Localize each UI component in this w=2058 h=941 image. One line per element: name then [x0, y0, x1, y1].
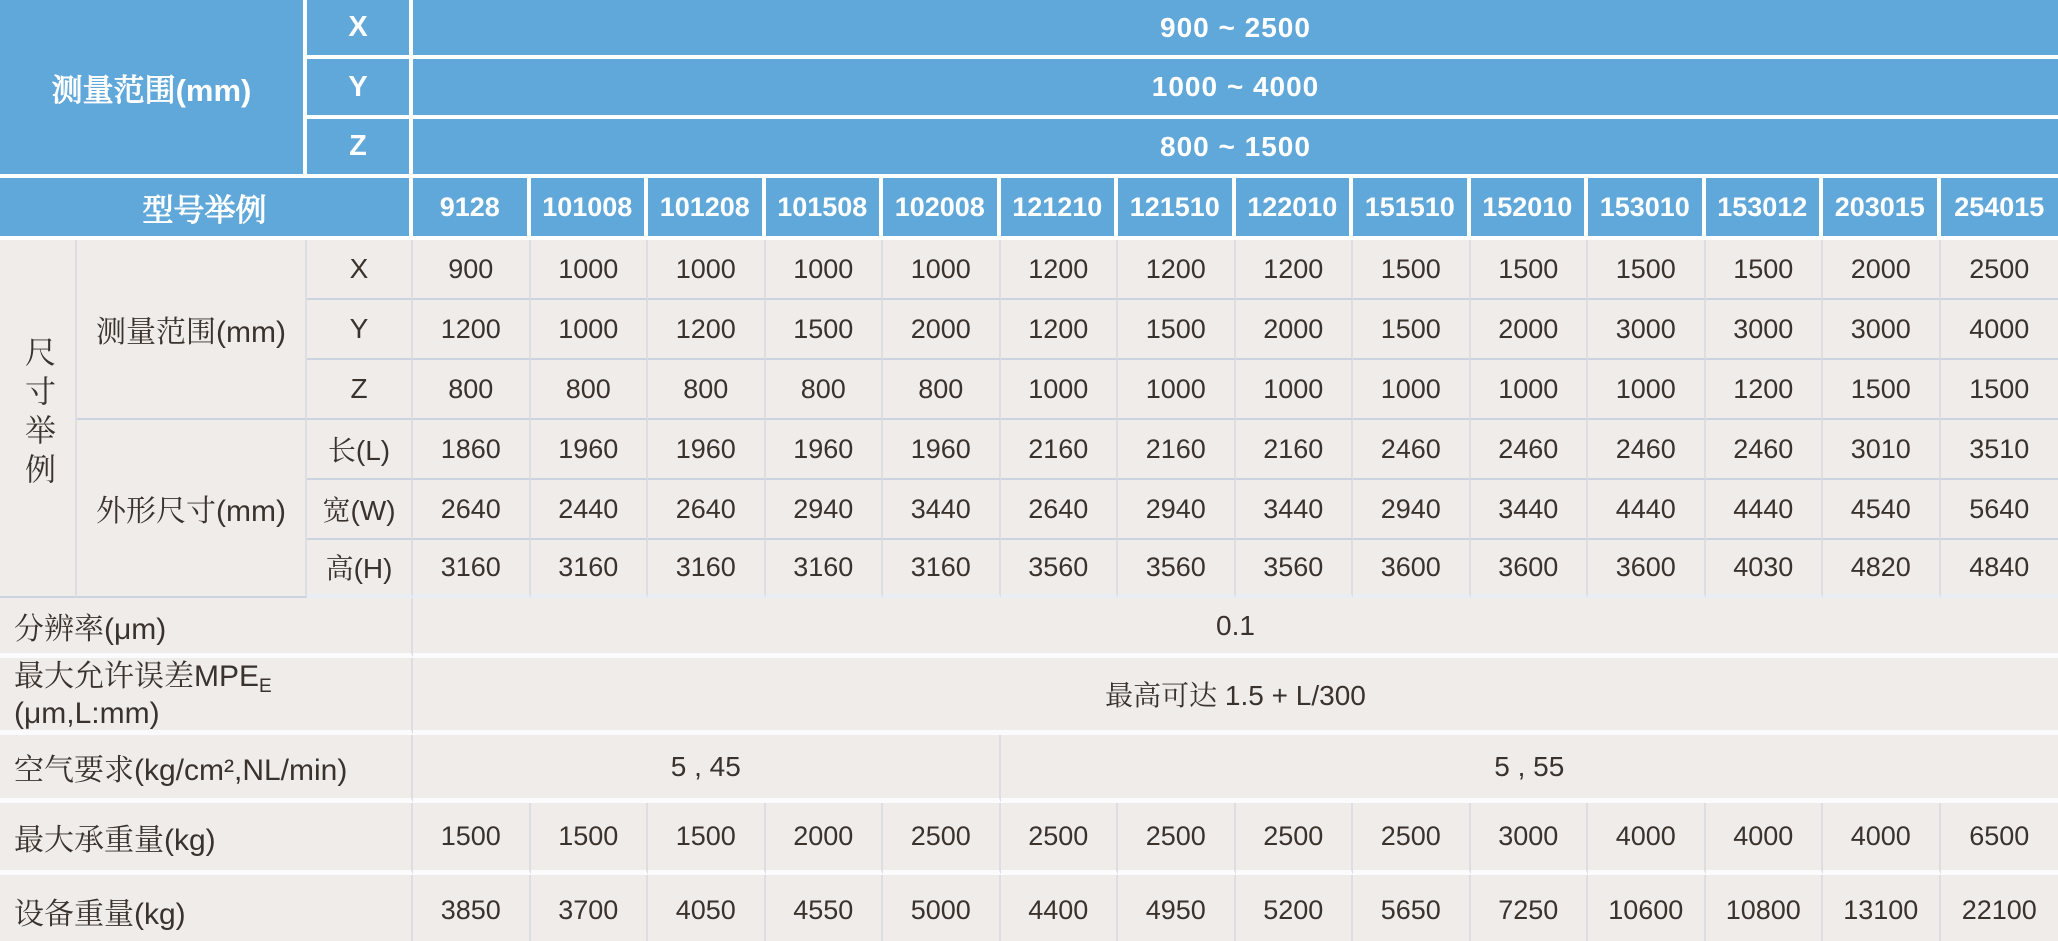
- mpe-subscript: E: [259, 676, 272, 697]
- dim-value: 3010: [1823, 420, 1941, 480]
- machine-weight-value: 3700: [531, 875, 649, 941]
- dim-value: 2940: [1353, 480, 1471, 540]
- machine-weight-value: 5000: [883, 875, 1001, 941]
- dim-value: 3160: [766, 540, 884, 598]
- dim-value: 900: [413, 240, 531, 300]
- dim-value: 3000: [1823, 300, 1941, 360]
- model-number: 102008: [883, 178, 1001, 240]
- max-load-value: 2500: [1118, 803, 1236, 875]
- dim-value: 1200: [1706, 360, 1824, 420]
- dim-value: 3440: [883, 480, 1001, 540]
- max-load-value: 1500: [531, 803, 649, 875]
- dim-value: 3000: [1588, 300, 1706, 360]
- dim-value: 4820: [1823, 540, 1941, 598]
- dim-value: 2460: [1353, 420, 1471, 480]
- dim-value: 1500: [1471, 240, 1589, 300]
- resolution-value: 0.1: [413, 598, 2058, 658]
- dim-value: 2500: [1941, 240, 2058, 300]
- max-load-value: 2500: [1353, 803, 1471, 875]
- max-load-value: 1500: [648, 803, 766, 875]
- dim-value: 1500: [1941, 360, 2058, 420]
- dim-value: 4840: [1941, 540, 2058, 598]
- machine-weight-value: 4050: [648, 875, 766, 941]
- max-load-value: 4000: [1706, 803, 1824, 875]
- dim-value: 1000: [531, 240, 649, 300]
- dim-value: 3160: [648, 540, 766, 598]
- row-label-y: Y: [307, 300, 413, 360]
- dim-value: 3160: [531, 540, 649, 598]
- machine-weight-value: 13100: [1823, 875, 1941, 941]
- model-number: 203015: [1823, 178, 1941, 240]
- machine-weight-value: 4400: [1001, 875, 1119, 941]
- model-examples-label: 型号举例: [0, 178, 413, 240]
- axis-label-y: Y: [307, 59, 413, 119]
- max-load-value: 4000: [1823, 803, 1941, 875]
- dim-value: 2460: [1588, 420, 1706, 480]
- dim-value: 1200: [413, 300, 531, 360]
- dim-value: 800: [648, 360, 766, 420]
- machine-weight-label: 设备重量(kg): [0, 875, 413, 941]
- dim-value: 1200: [1001, 300, 1119, 360]
- dim-value: 1200: [1236, 240, 1354, 300]
- dim-value: 4440: [1706, 480, 1824, 540]
- dim-value: 2000: [1471, 300, 1589, 360]
- dim-value: 5640: [1941, 480, 2058, 540]
- mpe-label-line2: (μm,L:mm): [14, 696, 160, 730]
- dim-value: 2940: [1118, 480, 1236, 540]
- dim-value: 3160: [413, 540, 531, 598]
- air-requirement-label: 空气要求(kg/cm²,NL/min): [0, 735, 413, 803]
- dim-value: 1960: [766, 420, 884, 480]
- dim-value: 4000: [1941, 300, 2058, 360]
- dim-value: 1500: [1353, 300, 1471, 360]
- machine-weight-value: 10800: [1706, 875, 1824, 941]
- max-load-value: 4000: [1588, 803, 1706, 875]
- max-load-label: 最大承重量(kg): [0, 803, 413, 875]
- machine-weight-value: 3850: [413, 875, 531, 941]
- dim-value: 2440: [531, 480, 649, 540]
- dim-value: 1960: [883, 420, 1001, 480]
- dim-value: 800: [766, 360, 884, 420]
- dim-value: 1200: [1001, 240, 1119, 300]
- max-load-value: 2500: [883, 803, 1001, 875]
- dim-value: 3560: [1236, 540, 1354, 598]
- row-label-width: 宽(W): [307, 480, 413, 540]
- dim-value: 1500: [1353, 240, 1471, 300]
- model-number: 153012: [1706, 178, 1824, 240]
- dim-value: 3560: [1001, 540, 1119, 598]
- machine-weight-value: 22100: [1941, 875, 2058, 941]
- dim-value: 1500: [1588, 240, 1706, 300]
- dim-value: 800: [413, 360, 531, 420]
- dim-value: 2160: [1236, 420, 1354, 480]
- dim-value: 2160: [1118, 420, 1236, 480]
- max-load-value: 2500: [1001, 803, 1119, 875]
- dim-value: 1000: [1001, 360, 1119, 420]
- dim-value: 2640: [413, 480, 531, 540]
- row-label-z: Z: [307, 360, 413, 420]
- dim-value: 2000: [1236, 300, 1354, 360]
- measuring-range-header-label: 测量范围(mm): [0, 0, 307, 178]
- dim-value: 2160: [1001, 420, 1119, 480]
- dim-value: 3560: [1118, 540, 1236, 598]
- dim-value: 2000: [883, 300, 1001, 360]
- dim-value: 1000: [883, 240, 1001, 300]
- machine-weight-value: 5200: [1236, 875, 1354, 941]
- dim-value: 1200: [1118, 240, 1236, 300]
- dim-value: 1000: [1118, 360, 1236, 420]
- machine-weight-value: 4550: [766, 875, 884, 941]
- dim-value: 2460: [1471, 420, 1589, 480]
- model-number: 101208: [648, 178, 766, 240]
- dim-value: 3000: [1706, 300, 1824, 360]
- model-number: 101508: [766, 178, 884, 240]
- dim-value: 3440: [1471, 480, 1589, 540]
- machine-weight-value: 7250: [1471, 875, 1589, 941]
- resolution-label: 分辨率(μm): [0, 598, 413, 658]
- dim-value: 4540: [1823, 480, 1941, 540]
- dim-value: 800: [531, 360, 649, 420]
- row-label-length: 长(L): [307, 420, 413, 480]
- model-number: 153010: [1588, 178, 1706, 240]
- row-label-x: X: [307, 240, 413, 300]
- dim-value: 3600: [1588, 540, 1706, 598]
- dim-value: 2460: [1706, 420, 1824, 480]
- max-load-value: 1500: [413, 803, 531, 875]
- model-number: 101008: [531, 178, 649, 240]
- dim-value: 1860: [413, 420, 531, 480]
- dim-value: 4030: [1706, 540, 1824, 598]
- model-number: 122010: [1236, 178, 1354, 240]
- dim-value: 1000: [531, 300, 649, 360]
- outer-dimensions-group-label: 外形尺寸(mm): [77, 420, 307, 598]
- dim-value: 1000: [648, 240, 766, 300]
- machine-weight-value: 10600: [1588, 875, 1706, 941]
- range-value-x: 900 ~ 2500: [413, 0, 2058, 59]
- dim-value: 1000: [1353, 360, 1471, 420]
- dim-value: 2000: [1823, 240, 1941, 300]
- dim-value: 1000: [1236, 360, 1354, 420]
- dim-value: 1500: [1823, 360, 1941, 420]
- dim-value: 1500: [1118, 300, 1236, 360]
- dim-value: 3440: [1236, 480, 1354, 540]
- dim-value: 3510: [1941, 420, 2058, 480]
- model-number: 152010: [1471, 178, 1589, 240]
- dim-value: 2940: [766, 480, 884, 540]
- row-label-height: 高(H): [307, 540, 413, 598]
- mpe-label-line1: 最大允许误差$MPE_E$: [14, 660, 272, 697]
- air-value-left: 5 , 45: [413, 735, 1001, 803]
- axis-label-x: X: [307, 0, 413, 59]
- dim-value: 1960: [648, 420, 766, 480]
- air-value-right: 5 , 55: [1001, 735, 2058, 803]
- max-load-value: 2000: [766, 803, 884, 875]
- mpe-label: [0, 658, 413, 735]
- dim-value: 800: [883, 360, 1001, 420]
- machine-weight-value: 5650: [1353, 875, 1471, 941]
- dim-value: 3600: [1353, 540, 1471, 598]
- dim-value: 2640: [1001, 480, 1119, 540]
- range-value-z: 800 ~ 1500: [413, 119, 2058, 178]
- dimension-examples-label: 尺寸举例: [0, 240, 77, 598]
- dim-value: 4440: [1588, 480, 1706, 540]
- range-value-y: 1000 ~ 4000: [413, 59, 2058, 119]
- model-number: 9128: [413, 178, 531, 240]
- dim-value: 2640: [648, 480, 766, 540]
- dim-value: 1000: [1588, 360, 1706, 420]
- dim-value: 3600: [1471, 540, 1589, 598]
- machine-weight-value: 4950: [1118, 875, 1236, 941]
- dim-value: 1000: [1471, 360, 1589, 420]
- dim-value: 3160: [883, 540, 1001, 598]
- model-number: 151510: [1353, 178, 1471, 240]
- max-load-value: 3000: [1471, 803, 1589, 875]
- model-number: 121210: [1001, 178, 1119, 240]
- model-number: 254015: [1941, 178, 2058, 240]
- axis-label-z: Z: [307, 119, 413, 178]
- measuring-range-group-label: 测量范围(mm): [77, 240, 307, 420]
- dim-value: 1000: [766, 240, 884, 300]
- dim-value: 1960: [531, 420, 649, 480]
- max-load-value: 2500: [1236, 803, 1354, 875]
- dim-value: 1200: [648, 300, 766, 360]
- dim-value: 1500: [766, 300, 884, 360]
- model-number: 121510: [1118, 178, 1236, 240]
- max-load-value: 6500: [1941, 803, 2058, 875]
- dim-value: 1500: [1706, 240, 1824, 300]
- mpe-value: 最高可达 1.5 + L/300: [413, 658, 2058, 735]
